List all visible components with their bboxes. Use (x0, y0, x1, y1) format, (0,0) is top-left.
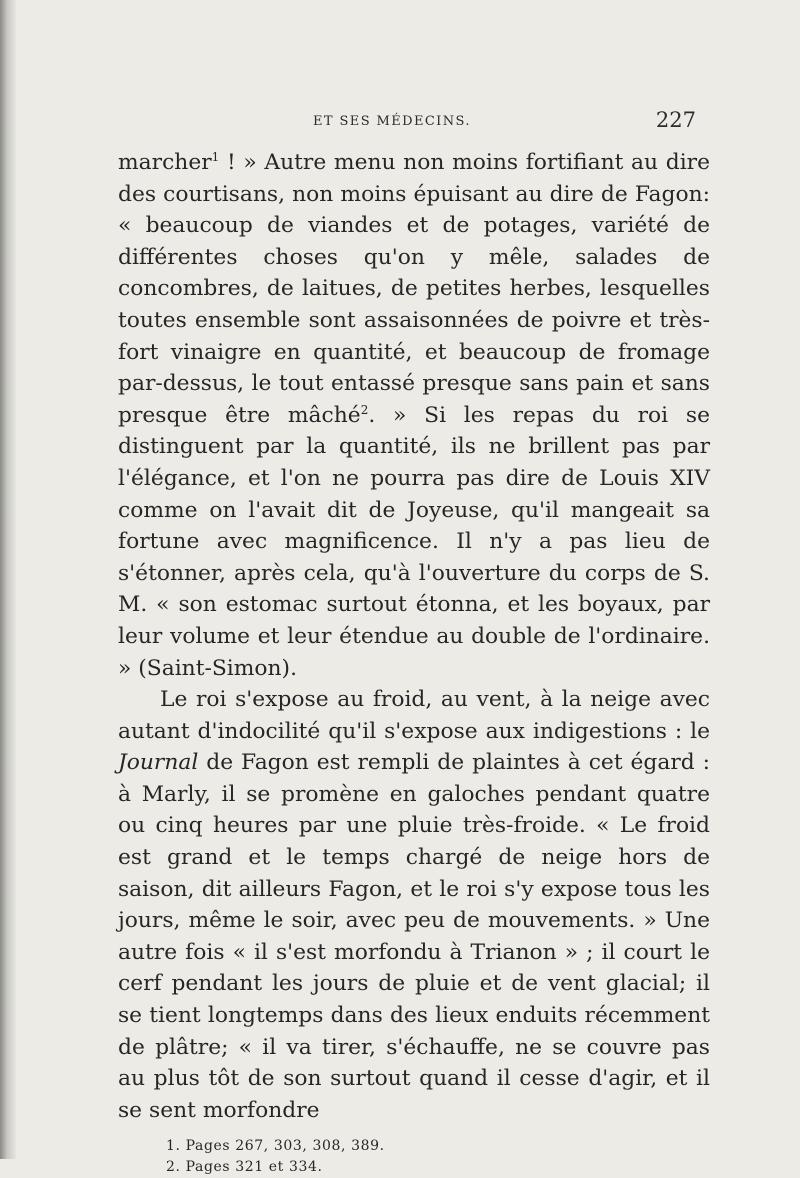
journal-title: Journal (118, 750, 199, 776)
paragraph-1 (118, 147, 710, 684)
paragraph-2-text-a: Le roi s'expose au froid, au vent, à la neige avec autant d'indocilité qu'il s'expose aux indigestions : le (118, 687, 710, 744)
footnote-2: 2. Pages 321 et 334. (166, 1159, 323, 1176)
footnote-ref-1: 1 (211, 150, 220, 164)
footnote-1: 1. Pages 267, 303, 308, 389. (166, 1138, 385, 1155)
page-number: 227 (655, 108, 696, 132)
paragraph-2-text-b: de Fagon est rempli de plaintes à cet égard : à Marly, il se promène en galoches pendant quatre ou cinq heures par une pluie très-froide. « Le froid est grand et le temps chargé de neige hors de saison, dit ailleurs Fagon, et le roi s'y expose tous les jours, même le soir, avec peu de mouvements. » Une autre fois « il s'est morfondu à Trianon » ; il court le cerf pendant les jours de pluie et de vent glacial; il se tient longtemps dans des lieux enduits récemment de plâtre; « il va tirer, s'échauffe, ne se couvre pas au plus tôt de son surtout quand il cesse d'agir, et il se sent morfondre (118, 750, 710, 1123)
running-head (118, 100, 710, 140)
footnote-ref-2: 2 (360, 402, 369, 417)
paragraph-1-text-b: ! » Autre menu non moins fortifiant au dire des courtisans, non moins épuisant au dire de Fagon: « beaucoup de viandes et de potages, variété de différentes choses qu'on y mêle, salades de concombres, de laitues, de petites herbes, lesquelles toutes ensemble sont assaisonnées de poivre et très-fort vinaigre en quantité, et beaucoup de fromage par-dessus, le tout entassé presque sans pain et sans presque être mâché (118, 150, 710, 428)
footnotes (166, 1136, 710, 1178)
paragraph-1-text-c: . » Si les repas du roi se distinguent par la quantité, ils ne brillent pas par l'élégance, et l'on ne pourra pas dire de Louis XIV comme on l'avait dit de Joyeuse, qu'il mangeait sa fortune avec magnificence. Il n'y a pas lieu de s'étonner, après cela, qu'à l'ouverture du corps de S. M. « son estomac surtout étonna, et les boyaux, par leur volume et leur étendue au double de l'ordinaire. » (Saint-Simon). (118, 402, 710, 681)
paragraph-2 (118, 684, 710, 1126)
paragraph-1-text-a: marcher (118, 150, 212, 175)
book-gutter-shadow (0, 0, 16, 1159)
running-title: ET SES MÉDECINS. (313, 114, 471, 129)
body-text (118, 147, 710, 1126)
book-page (118, 100, 710, 1178)
